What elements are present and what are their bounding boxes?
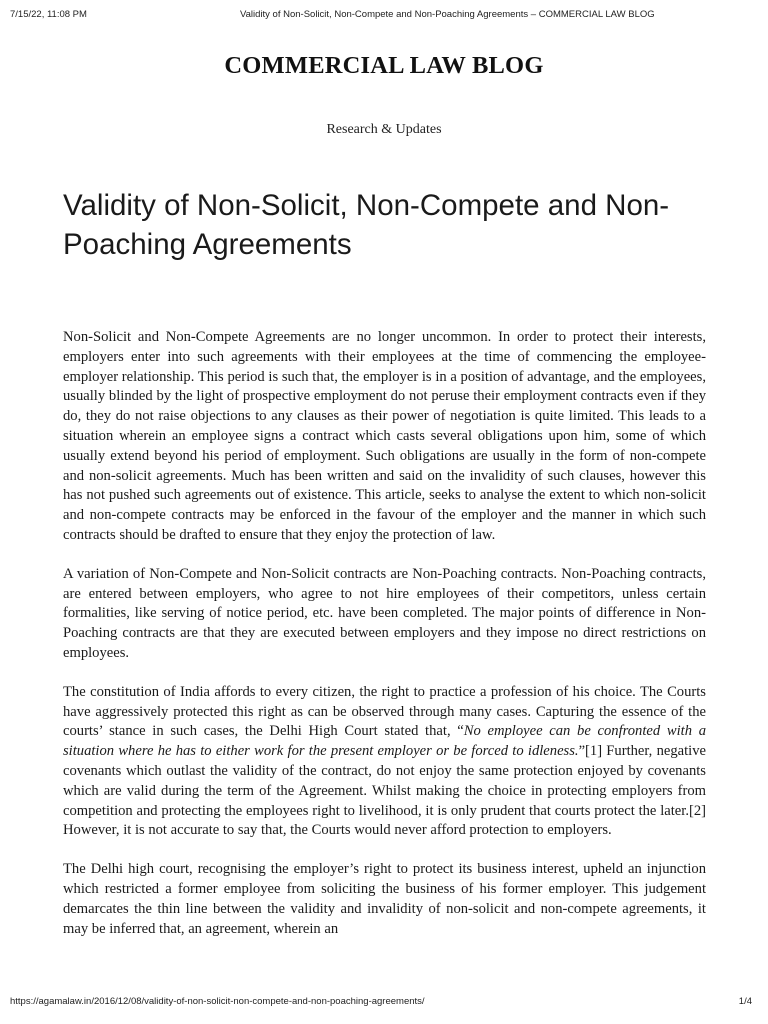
post-title: Validity of Non-Solicit, Non-Compete and Non-Poaching Agreements bbox=[63, 189, 670, 261]
print-header bbox=[10, 9, 758, 23]
site-title[interactable]: COMMERCIAL LAW BLOG bbox=[224, 52, 544, 79]
page-number: 1/4 bbox=[738, 996, 752, 1007]
paragraph-4: The Delhi high court, recognising the employer’s right to protect its business interest, upheld an injunction which restricted a former employee from soliciting the business of his former employer. This judgement demarcates the thin line between the validity and invalidity of non-solicit and non-compete agreements, it may be inferred that, an agreement, wherein an bbox=[63, 861, 706, 937]
print-document-title: Validity of Non-Solicit, Non-Compete and Non-Poaching Agreements – COMMERCIAL LAW BLOG bbox=[240, 9, 655, 20]
paragraph-3 bbox=[63, 683, 706, 841]
court-quote: No employee can be confronted with a situation where he has to either work for the present employer or be forced to idleness. bbox=[63, 723, 706, 760]
print-datetime: 7/15/22, 11:08 PM bbox=[10, 9, 87, 20]
paragraph-3-rest: ”[1] Further, negative covenants which outlast the validity of the contract, do not enjoy the same protection enjoyed by covenants which are valid during the term of the Agreement. Whilst making the choice in protecting employers from competition and protecting the employees right to livelihood, it is only prudent that courts protect the later.[2] However, it is not accurate to say that, the Courts would never afford protection to employers. bbox=[63, 743, 706, 839]
page-url[interactable]: https://agamalaw.in/2016/12/08/validity-of-non-solicit-non-compete-and-non-poaching-agreements/ bbox=[10, 996, 425, 1007]
post-content bbox=[63, 328, 706, 939]
print-footer bbox=[10, 996, 758, 1010]
paragraph-2: A variation of Non-Compete and Non-Solicit contracts are Non-Poaching contracts. Non-Poaching contracts, are entered between employers, who agree to not hire employees of their competitors, unless certain formalities, like serving of notice period, etc. have been completed. The major points of difference in Non-Poaching contracts are that they are executed between employers and they impose no direct restrictions on employees. bbox=[63, 565, 706, 661]
paragraph-3-intro: The constitution of India affords to every citizen, the right to practice a profession of his choice. The Courts have aggressively protected this right as can be observed through many cases. Capturing the essence of the courts’ stance in such cases, the Delhi High Court stated that, “ bbox=[63, 683, 706, 740]
paragraph-1: Non-Solicit and Non-Compete Agreements are no longer uncommon. In order to protect their interests, employers enter into such agreements with their employees at the time of commencing the employee-employer relationship. This period is such that, the employer is in a position of advantage, and the employees, usually blinded by the light of prospective employment do not peruse their employment contracts even if they do, they do not raise objections to any clauses as their power of negotiation is quite limited. This leads to a situation wherein an employee signs a contract which casts several obligations upon him, some of which usually extend beyond his period of employment. Such obligations are usually in the form of non-compete and non-solicit agreements. Much has been written and said on the invalidity of such clauses, however this has not pushed such agreements out of existence. This article, seeks to analyse the extent to which non-solicit and non-compete contracts may be enforced in the favour of the employer and the manner in which such contracts should be drafted to ensure that they enjoy the protection of law. bbox=[63, 329, 706, 543]
site-tagline: Research & Updates bbox=[326, 122, 442, 137]
